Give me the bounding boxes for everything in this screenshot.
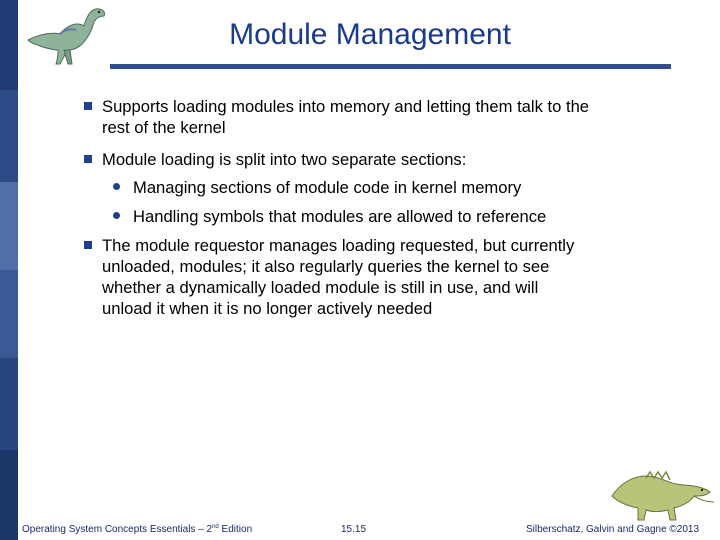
sub-bullet-item: Managing sections of module code in kernel memory [133, 178, 522, 197]
sidebar-segment [0, 90, 18, 182]
bullet-item: Module loading is split into two separate sections: [102, 150, 467, 169]
square-bullet-icon [84, 155, 92, 163]
page-title: Module Management [229, 18, 511, 51]
footer-book-prefix: Operating System Concepts Essentials – 2 [22, 524, 213, 535]
sidebar-segment [0, 358, 18, 450]
bullet-item: Supports loading modules into memory and letting them talk to the rest of the kernel [102, 97, 590, 137]
sidebar-segment [0, 270, 18, 358]
footer-book-sup: nd [212, 524, 219, 530]
sidebar-segment [0, 450, 18, 540]
sub-bullet-item: Handling symbols that modules are allowed to reference [133, 207, 547, 226]
sidebar-decoration [0, 0, 18, 540]
sidebar-segment [0, 182, 18, 270]
round-bullet-icon [113, 183, 120, 190]
dinosaur-icon [606, 462, 718, 526]
footer-book-title [22, 524, 252, 535]
footer-copyright: Silberschatz, Galvin and Gagne ©2013 [526, 524, 700, 535]
dinosaur-icon [24, 4, 110, 68]
title-underline [110, 64, 671, 69]
square-bullet-icon [84, 102, 92, 110]
round-bullet-icon [113, 212, 120, 219]
bullet-item: The module requestor manages loading requested, but currently unloaded, modules; it also regularly queries the kernel to see whether a dynamically loaded module is still in use, and will unload it when it is no longer actively needed [102, 236, 575, 318]
sidebar-segment [0, 0, 18, 90]
footer-book-suffix: Edition [218, 524, 253, 535]
square-bullet-icon [84, 241, 92, 249]
footer-page-number: 15.15 [341, 524, 367, 535]
